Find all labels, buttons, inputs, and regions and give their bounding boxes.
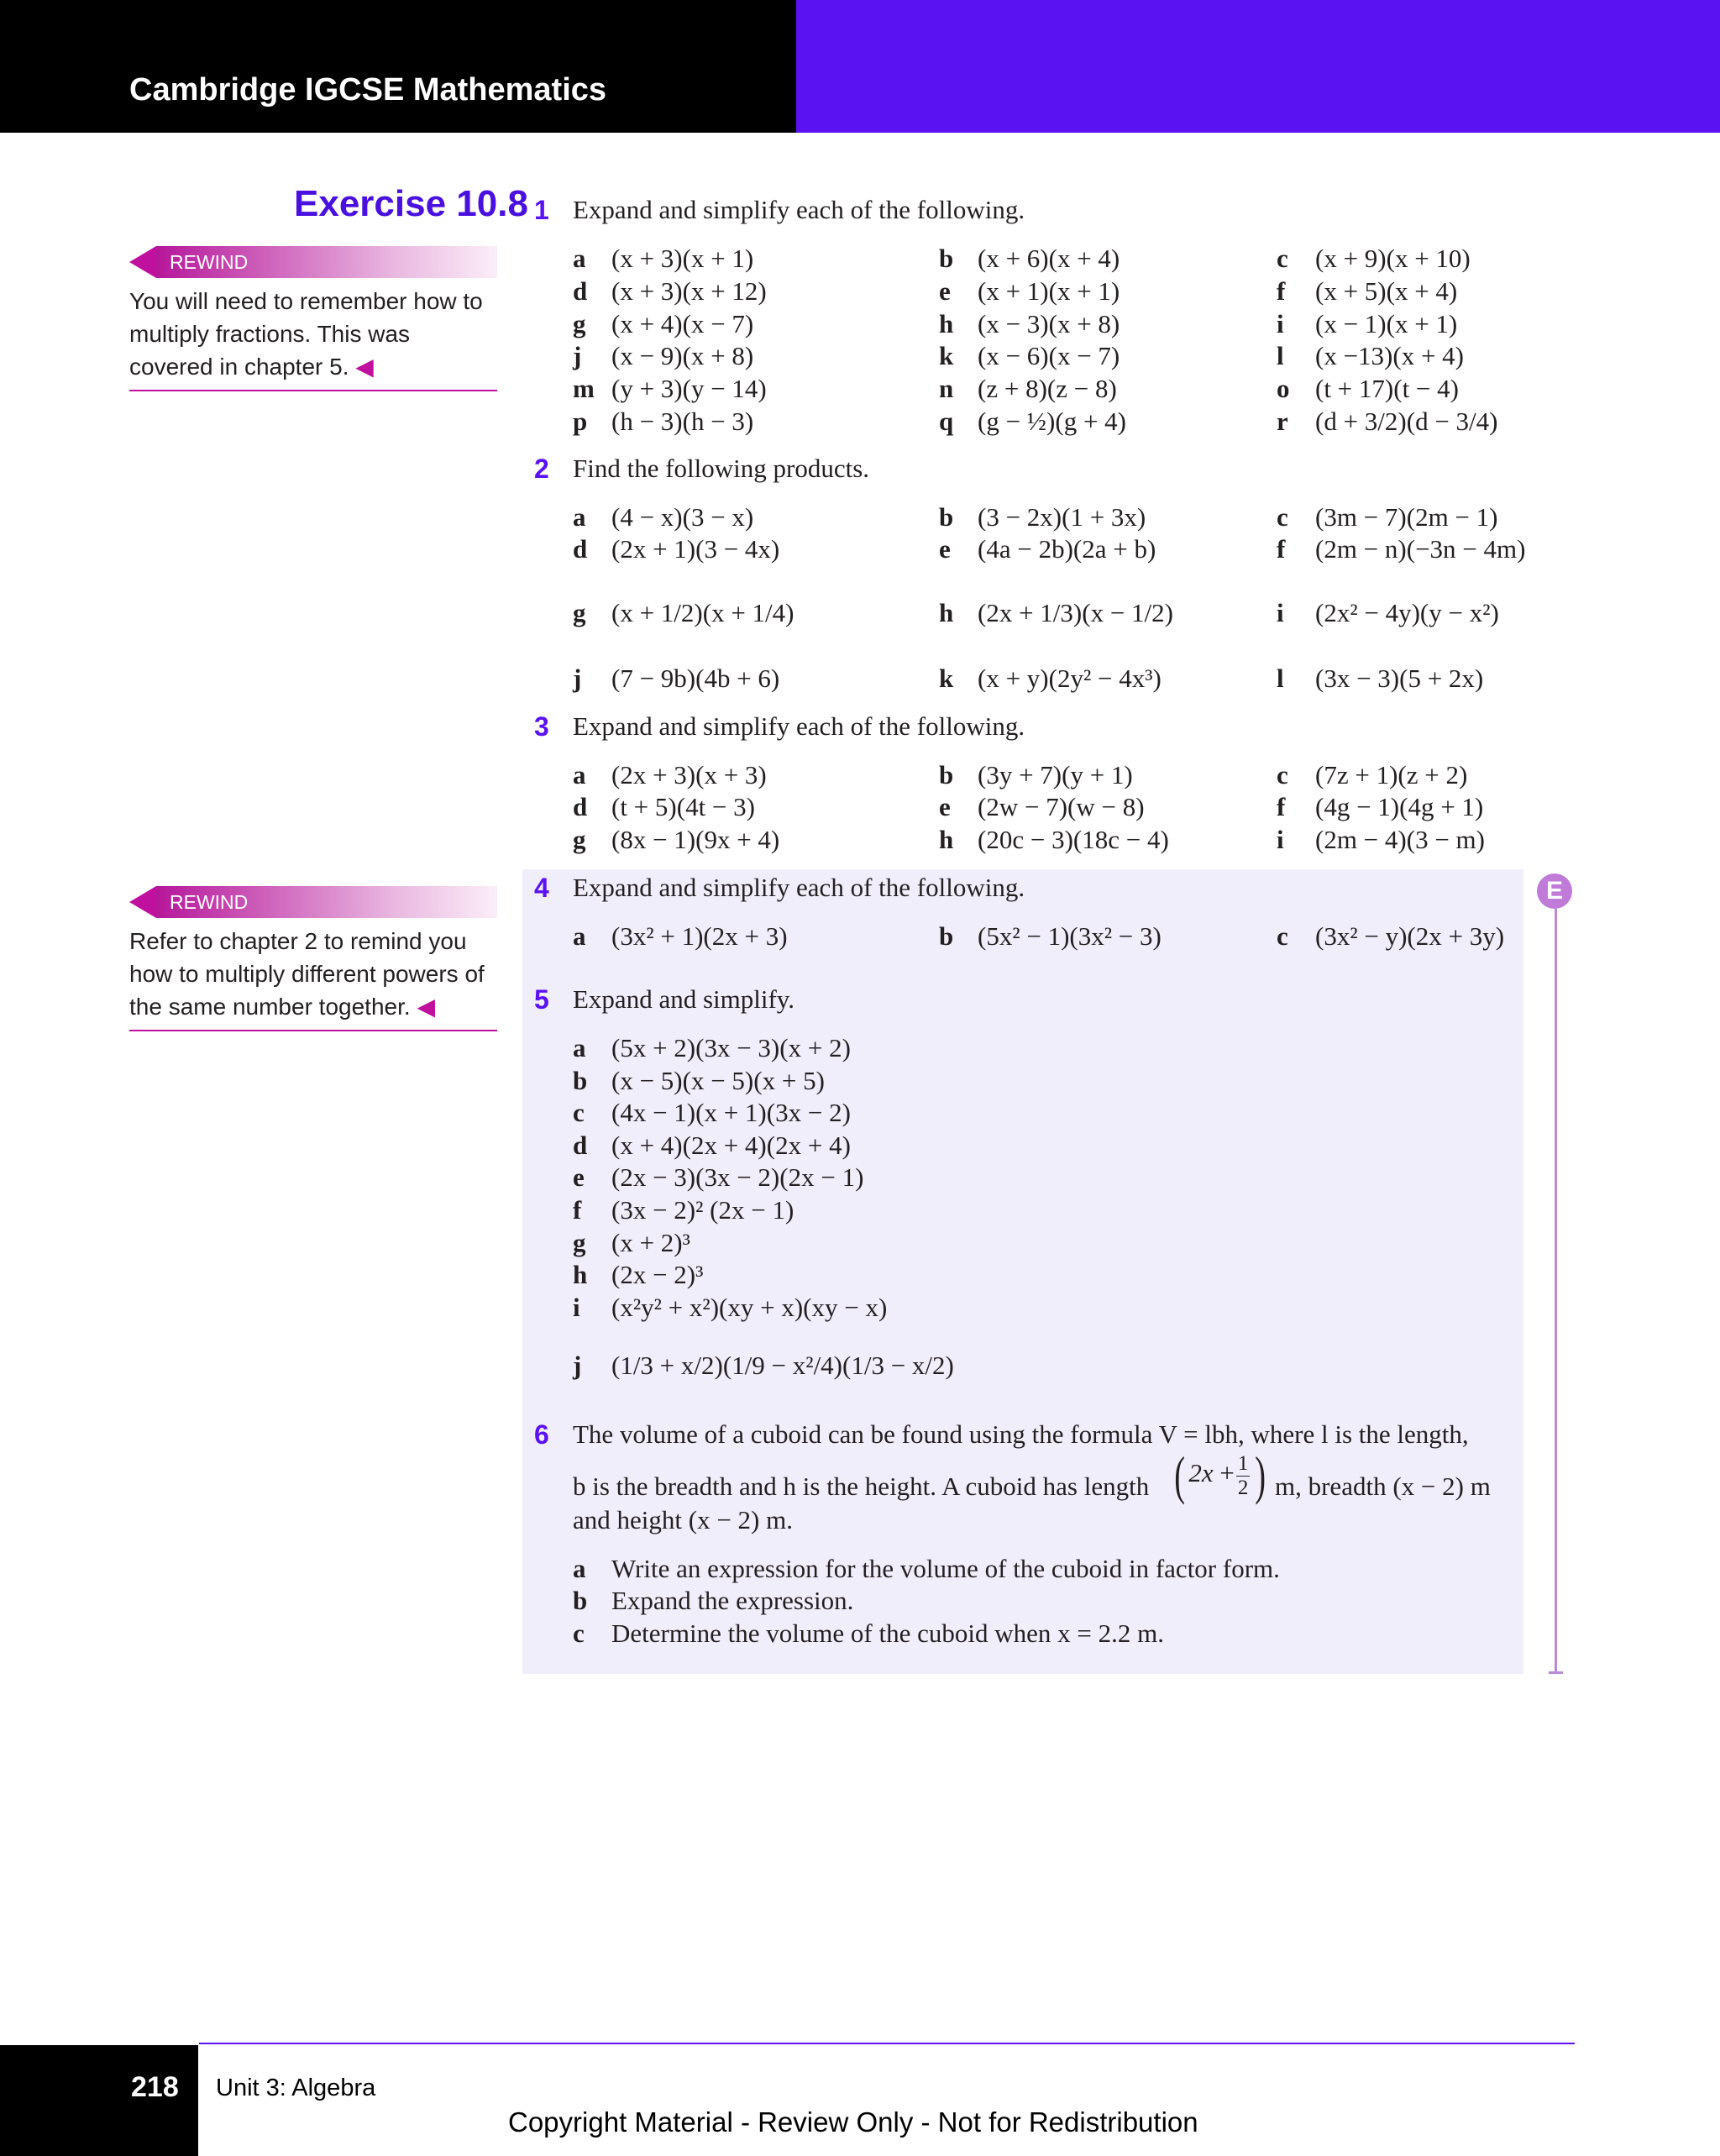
item-expression: Write an expression for the volume of the cuboid in factor form. [611,1554,1280,1583]
item-label: d [573,792,588,821]
item-label: l [1277,341,1284,370]
question-number: 6 [534,1419,549,1450]
item-label: h [939,598,954,627]
rewind-end-icon: ◀ [417,994,435,1020]
item-expression: (x + y)(2y² − 4x³) [978,664,1162,693]
question-text: Expand and simplify each of the following. [573,711,1025,741]
item-expression: (2x − 3)(3x − 2)(2x − 1) [611,1162,864,1192]
unit-title: Unit 3: Algebra [216,2075,376,2101]
item-expression: Determine the volume of the cuboid when x = 2.2 m. [611,1618,1164,1648]
item-label: r [1277,407,1288,436]
item-expression: (4 − x)(3 − x) [611,502,754,532]
item-expression: (4g − 1)(4g + 1) [1315,792,1484,821]
item-label: c [1277,502,1288,532]
item-label: g [573,598,586,627]
item-expression: (2x + 3)(x + 3) [611,760,767,789]
item-expression: (1/3 + x/2)(1/9 − x²/4)(1/3 − x/2) [611,1351,954,1380]
item-expression: (t + 5)(4t − 3) [611,792,755,821]
extended-badge: E [1537,873,1572,909]
item-label: h [939,825,954,854]
extended-rule [1555,909,1557,1673]
question-text: Expand and simplify. [573,984,795,1014]
item-expression: (3x² + 1)(2x + 3) [611,921,788,951]
item-label: l [1277,664,1284,693]
item-expression: (x − 5)(x − 5)(x + 5) [611,1066,825,1095]
item-label: j [573,664,582,693]
question-text: Expand and simplify each of the following. [573,873,1025,902]
item-label: e [939,534,951,564]
book-title: Cambridge IGCSE Mathematics [129,72,607,108]
question-number: 1 [534,195,549,225]
item-expression: (2m − n)(−3n − 4m) [1315,534,1526,564]
item-expression: (2x + 1/3)(x − 1/2) [978,598,1173,627]
item-label: c [573,1618,585,1648]
rewind-label: REWIND [170,251,249,273]
rewind-text: Refer to chapter 2 to remind you how to multiply different powers of the same number together. ◀ [129,918,497,1031]
item-label: o [1277,374,1290,403]
item-label: k [939,341,954,370]
item-expression: (h − 3)(h − 3) [611,407,754,436]
item-expression: (x + 9)(x + 10) [1315,244,1471,273]
item-label: f [1277,792,1286,821]
item-label: h [939,309,954,338]
item-expression: (5x² − 1)(3x² − 3) [978,921,1162,951]
item-expression: (x + 1)(x + 1) [978,276,1120,306]
item-expression: Expand the expression. [611,1586,854,1615]
item-expression: (x + 6)(x + 4) [978,244,1120,273]
item-expression: (x − 6)(x − 7) [978,341,1120,370]
item-expression: (x − 1)(x + 1) [1315,309,1458,338]
rewind-label: REWIND [170,891,249,913]
item-expression: (3y + 7)(y + 1) [978,760,1133,789]
question-number: 5 [534,984,549,1015]
item-label: j [573,341,582,370]
item-label: f [1277,276,1286,306]
item-label: b [573,1586,588,1615]
item-expression: (3 − 2x)(1 + 3x) [978,502,1146,532]
item-expression: (x − 9)(x + 8) [611,341,754,370]
item-expression: (2w − 7)(w − 8) [978,792,1145,821]
item-label: a [573,921,586,951]
item-expression: (3x² − y)(2x + 3y) [1315,921,1505,951]
item-expression: (3x − 2)² (2x − 1) [611,1195,794,1225]
item-label: b [939,921,954,951]
item-label: b [939,502,954,532]
item-label: e [573,1162,585,1192]
item-expression: (x + 5)(x + 4) [1315,276,1458,306]
rewind-box-fractions [129,246,497,391]
item-label: n [939,374,954,403]
item-expression: (2x + 1)(3 − 4x) [611,534,780,564]
item-label: c [1277,244,1288,273]
item-expression: (g − ½)(g + 4) [978,407,1127,436]
copyright-notice: Copyright Material - Review Only - Not for Redistribution [508,2106,1198,2138]
item-label: h [573,1260,588,1289]
item-expression: (2m − 4)(3 − m) [1315,825,1485,854]
rewind-arrow-icon [129,246,156,278]
item-label: i [573,1293,580,1322]
item-label: i [1277,309,1284,338]
item-expression: (5x + 2)(3x − 3)(x + 2) [611,1033,851,1062]
item-label: b [939,760,954,789]
item-label: a [573,760,586,789]
item-label: a [573,1554,586,1583]
item-label: d [573,1130,588,1160]
item-expression: (x − 3)(x + 8) [978,309,1120,338]
item-expression: (8x − 1)(9x + 4) [611,825,780,854]
rewind-arrow-icon [129,886,156,918]
item-expression: (x −13)(x + 4) [1315,341,1465,370]
item-expression: (x²y² + x²)(xy + x)(xy − x) [611,1293,888,1322]
item-label: a [573,502,586,532]
item-label: b [939,244,954,273]
item-label: g [573,1228,586,1257]
rewind-end-icon: ◀ [355,354,374,380]
item-label: g [573,309,586,338]
item-expression: (20c − 3)(18c − 4) [978,825,1169,854]
item-expression: (z + 8)(z − 8) [978,374,1117,403]
item-expression: (d + 3/2)(d − 3/4) [1315,407,1498,436]
item-label: a [573,244,586,273]
item-expression: (x + 3)(x + 12) [611,276,767,306]
question-text-line3: and height (x − 2) m. [573,1505,793,1534]
length-expression: ( 2x + $\frac{1}{2}$ ) [1174,1445,1266,1505]
header-accent [796,0,1720,133]
item-label: m [573,374,595,403]
item-expression: (x + 1/2)(x + 1/4) [611,598,794,627]
item-label: i [1277,598,1284,627]
item-label: d [573,534,588,564]
rewind-text: You will need to remember how to multiply fractions. This was covered in chapter 5. ◀ [129,278,497,391]
item-label: f [573,1195,582,1225]
question-number: 3 [534,711,549,742]
item-expression: (7 − 9b)(4b + 6) [611,664,780,693]
item-label: q [939,407,954,436]
item-label: d [573,276,588,306]
item-expression: (4x − 1)(x + 1)(3x − 2) [611,1098,851,1127]
item-label: f [1277,534,1286,564]
item-expression: (x + 2)³ [611,1228,690,1257]
question-text-line1: The volume of a cuboid can be found using the formula V = lbh, where l is the length, [573,1419,1469,1449]
exercise-title: Exercise 10.8 [294,183,528,224]
item-expression: (2x² − 4y)(y − x²) [1315,598,1499,627]
item-expression: (y + 3)(y − 14) [611,374,767,403]
item-expression: (t + 17)(t − 4) [1315,374,1459,403]
item-expression: (x + 4)(x − 7) [611,309,754,338]
item-label: g [573,825,586,854]
item-label: c [1277,921,1288,951]
item-label: a [573,1033,586,1062]
item-expression: (2x − 2)³ [611,1260,704,1289]
item-expression: (3x − 3)(5 + 2x) [1315,664,1484,693]
item-label: b [573,1066,588,1095]
item-label: e [939,792,951,821]
rewind-box-powers [129,886,497,1031]
question-text-line2b: m, breadth (x − 2) m [1275,1471,1491,1501]
item-expression: (7z + 1)(z + 2) [1315,760,1468,789]
item-expression: (x + 4)(2x + 4)(2x + 4) [611,1130,851,1160]
item-label: k [939,664,954,693]
item-label: i [1277,825,1284,854]
item-expression: (x + 3)(x + 1) [611,244,754,273]
footer-rule [199,2043,1575,2044]
question-text-line2a: b is the breadth and h is the height. A cuboid has length [573,1471,1150,1501]
question-number: 4 [534,873,549,903]
page-number: 218 [131,2071,179,2103]
item-label: c [573,1098,585,1127]
question-text: Expand and simplify each of the following. [573,195,1025,224]
question-number: 2 [534,454,549,484]
header-bar [0,0,796,133]
item-label: e [939,276,951,306]
question-text: Find the following products. [573,454,870,483]
item-expression: (3m − 7)(2m − 1) [1315,502,1498,532]
item-label: c [1277,760,1288,789]
item-label: p [573,407,588,436]
item-expression: (4a − 2b)(2a + b) [978,534,1156,564]
item-label: j [573,1351,582,1380]
